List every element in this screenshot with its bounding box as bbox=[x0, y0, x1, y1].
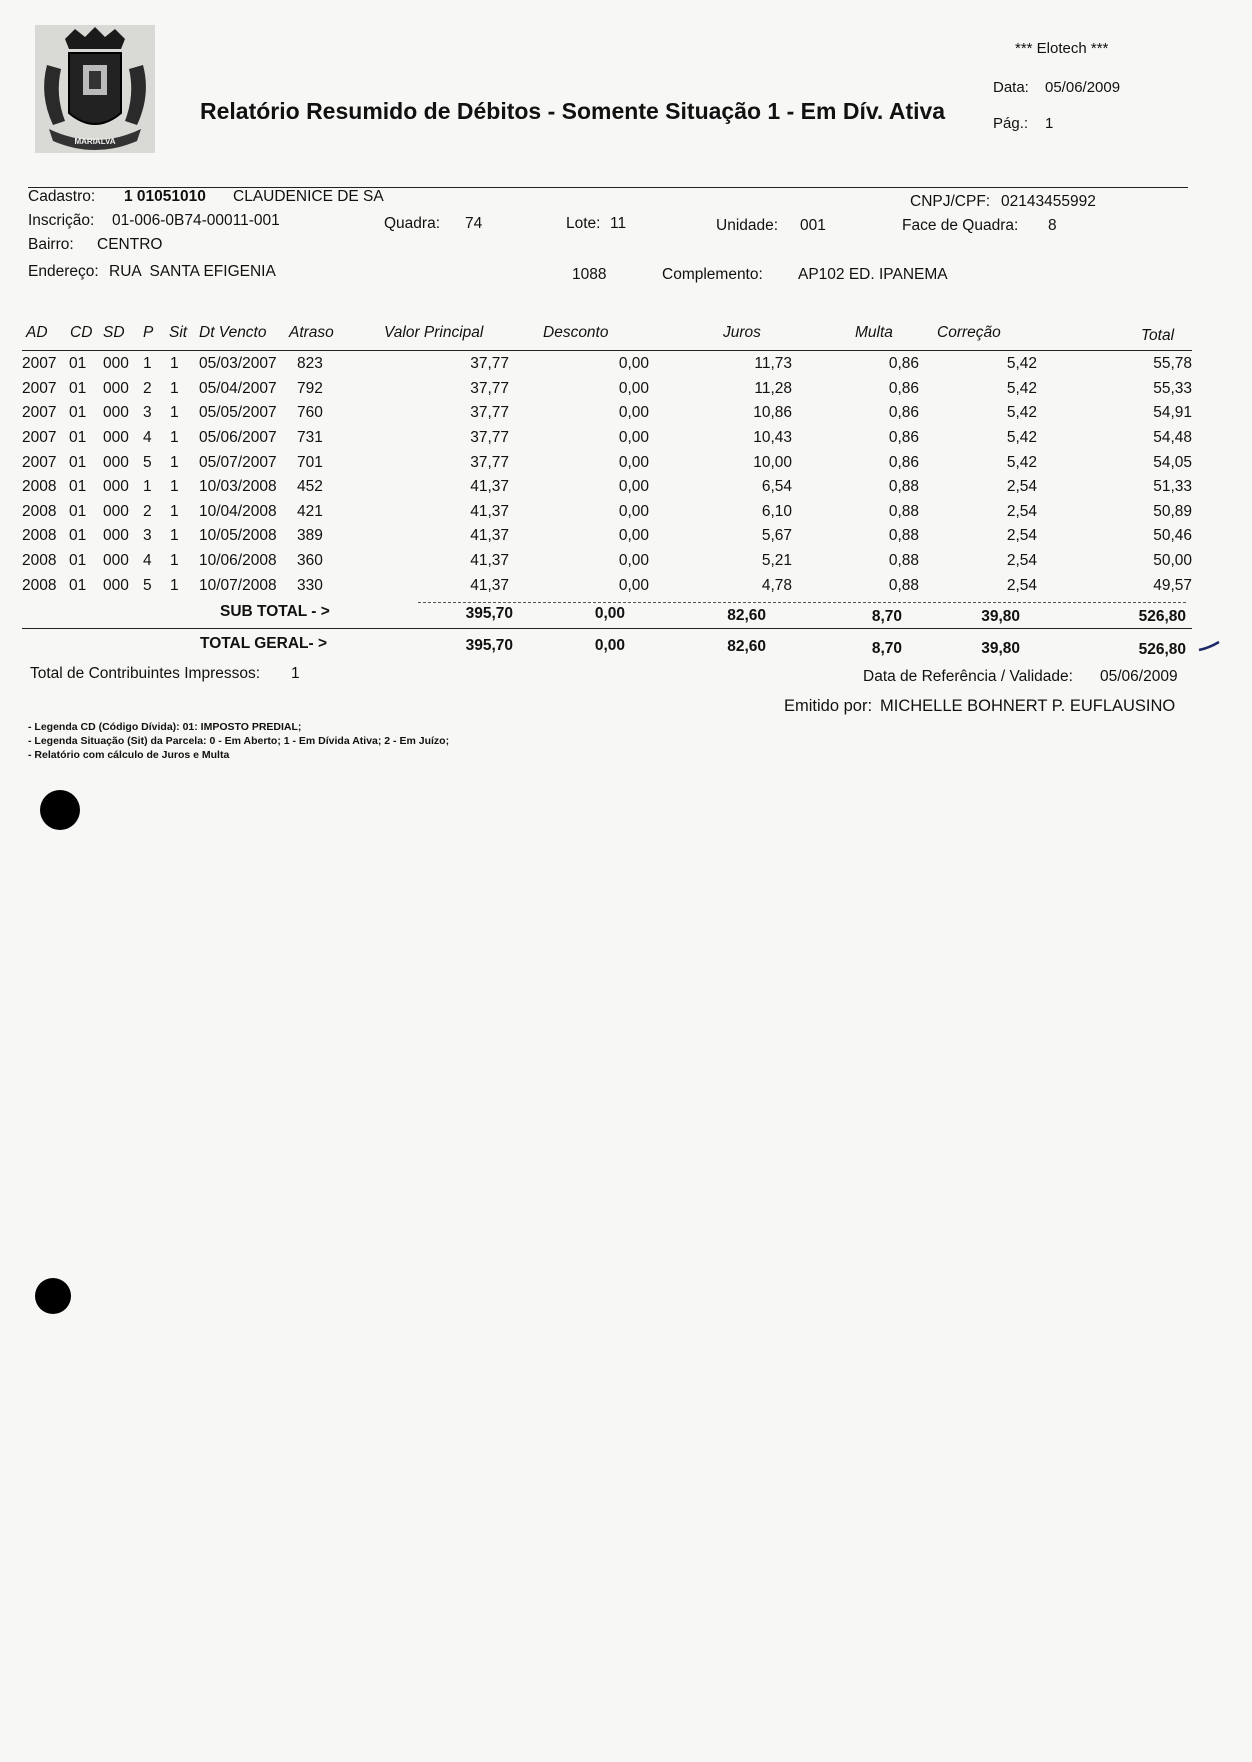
table-cell-p: 2 bbox=[143, 502, 152, 520]
table-cell-p: 5 bbox=[143, 453, 152, 471]
table-cell-p: 4 bbox=[143, 552, 152, 570]
endereco-value: RUA SANTA EFIGENIA bbox=[109, 263, 276, 280]
emitted-by-label: Emitido por: bbox=[784, 697, 873, 715]
unidade-value: 001 bbox=[800, 217, 826, 234]
unidade-label: Unidade: bbox=[716, 217, 779, 234]
table-cell-desconto: 0,00 bbox=[618, 527, 649, 545]
table-cell-valor-principal: 37,77 bbox=[470, 379, 509, 397]
table-cell-valor-principal: 37,77 bbox=[470, 404, 509, 422]
table-cell-dt-vencto: 05/04/2007 bbox=[199, 379, 277, 397]
table-cell-ad: 2007 bbox=[22, 379, 57, 397]
table-cell-total: 55,33 bbox=[1153, 379, 1192, 397]
total-rule bbox=[22, 628, 1192, 629]
table-cell-p: 4 bbox=[143, 429, 152, 447]
report-title: Relatório Resumido de Débitos - Somente Situação 1 - Em Dív. Ativa bbox=[200, 98, 946, 124]
debts-table bbox=[22, 352, 1192, 598]
table-cell-valor-principal: 41,37 bbox=[470, 478, 509, 496]
col-header-sd: SD bbox=[103, 324, 125, 341]
table-cell-valor-principal: 41,37 bbox=[470, 552, 509, 570]
table-cell-juros: 11,73 bbox=[754, 355, 792, 373]
table-cell-ad: 2007 bbox=[22, 429, 57, 447]
page-number: 1 bbox=[1045, 115, 1054, 132]
table-cell-multa: 0,88 bbox=[888, 502, 919, 520]
table-cell-corre-o: 2,54 bbox=[1006, 502, 1037, 520]
table-cell-ad: 2007 bbox=[22, 355, 57, 373]
table-cell-cd: 01 bbox=[69, 478, 87, 496]
table-cell-dt-vencto: 05/06/2007 bbox=[199, 429, 277, 447]
table-cell-sit: 1 bbox=[170, 453, 179, 471]
table-cell-desconto: 0,00 bbox=[618, 379, 649, 397]
table-cell-sit: 1 bbox=[170, 552, 179, 570]
face-quadra-value: 8 bbox=[1048, 217, 1057, 234]
table-cell-corre-o: 2,54 bbox=[1006, 552, 1037, 570]
table-cell-multa: 0,88 bbox=[888, 527, 919, 545]
subtotal-juros: 82,60 bbox=[727, 607, 766, 624]
subtotal-label: SUB TOTAL - > bbox=[220, 603, 330, 620]
table-cell-sit: 1 bbox=[170, 355, 179, 373]
legend-line-situacao: - Legenda Situação (Sit) da Parcela: 0 - Em Aberto; 1 - Em Dívida Ativa; 2 - Em Juízo; bbox=[28, 735, 450, 747]
table-cell-total: 50,46 bbox=[1153, 527, 1192, 545]
system-name: *** Elotech *** bbox=[1015, 40, 1109, 57]
table-cell-valor-principal: 37,77 bbox=[470, 453, 509, 471]
table-row bbox=[22, 573, 1192, 598]
table-cell-sit: 1 bbox=[170, 527, 179, 545]
cnpj-label: CNPJ/CPF: bbox=[910, 193, 991, 210]
table-cell-atraso: 330 bbox=[297, 576, 323, 594]
table-cell-sit: 1 bbox=[170, 429, 179, 447]
table-cell-sd: 000 bbox=[103, 527, 129, 545]
table-cell-multa: 0,86 bbox=[888, 453, 919, 471]
subtotal-total: 526,80 bbox=[1138, 608, 1186, 625]
table-cell-sd: 000 bbox=[103, 576, 129, 594]
table-cell-corre-o: 2,54 bbox=[1006, 478, 1037, 496]
table-row bbox=[22, 549, 1192, 574]
table-cell-ad: 2007 bbox=[22, 404, 57, 422]
table-cell-ad: 2008 bbox=[22, 478, 57, 496]
table-cell-desconto: 0,00 bbox=[618, 404, 649, 422]
subtotal-principal: 395,70 bbox=[465, 605, 513, 622]
table-cell-atraso: 792 bbox=[297, 379, 323, 397]
complemento-value: AP102 ED. IPANEMA bbox=[798, 266, 948, 283]
table-cell-total: 51,33 bbox=[1153, 478, 1192, 496]
table-cell-cd: 01 bbox=[69, 576, 87, 594]
table-cell-p: 1 bbox=[143, 478, 152, 496]
table-cell-cd: 01 bbox=[69, 404, 87, 422]
punch-hole-upper bbox=[40, 790, 80, 830]
col-header-cd: CD bbox=[70, 324, 93, 341]
table-cell-total: 50,00 bbox=[1153, 552, 1192, 570]
table-cell-atraso: 452 bbox=[297, 478, 323, 496]
table-cell-total: 54,05 bbox=[1153, 453, 1192, 471]
municipal-crest-logo bbox=[35, 25, 155, 153]
table-cell-dt-vencto: 10/04/2008 bbox=[199, 502, 277, 520]
col-header-p: P bbox=[143, 324, 154, 341]
table-cell-ad: 2008 bbox=[22, 576, 57, 594]
table-cell-sit: 1 bbox=[170, 576, 179, 594]
table-cell-corre-o: 5,42 bbox=[1006, 404, 1037, 422]
table-cell-total: 54,91 bbox=[1153, 404, 1192, 422]
table-cell-juros: 6,54 bbox=[761, 478, 792, 496]
table-cell-dt-vencto: 10/07/2008 bbox=[199, 576, 277, 594]
table-cell-atraso: 701 bbox=[297, 453, 323, 471]
table-cell-sd: 000 bbox=[103, 355, 129, 373]
table-cell-dt-vencto: 05/07/2007 bbox=[199, 453, 277, 471]
table-row bbox=[22, 377, 1192, 402]
table-cell-dt-vencto: 05/05/2007 bbox=[199, 404, 277, 422]
taxpayer-name: CLAUDENICE DE SA bbox=[233, 188, 384, 205]
table-cell-sd: 000 bbox=[103, 404, 129, 422]
table-cell-juros: 10,86 bbox=[753, 404, 792, 422]
table-cell-ad: 2008 bbox=[22, 527, 57, 545]
table-cell-dt-vencto: 10/03/2008 bbox=[199, 478, 277, 496]
reference-date-value: 05/06/2009 bbox=[1100, 668, 1178, 685]
table-row bbox=[22, 450, 1192, 475]
inscricao-label: Inscrição: bbox=[28, 212, 95, 229]
table-cell-total: 54,48 bbox=[1153, 429, 1192, 447]
table-cell-atraso: 389 bbox=[297, 527, 323, 545]
col-header-atraso: Atraso bbox=[289, 324, 334, 341]
table-cell-sd: 000 bbox=[103, 429, 129, 447]
grand-total-desconto: 0,00 bbox=[594, 637, 625, 654]
table-cell-dt-vencto: 05/03/2007 bbox=[199, 355, 277, 373]
table-cell-juros: 5,21 bbox=[761, 552, 792, 570]
table-cell-corre-o: 2,54 bbox=[1006, 527, 1037, 545]
table-cell-valor-principal: 37,77 bbox=[470, 429, 509, 447]
table-cell-sit: 1 bbox=[170, 478, 179, 496]
table-cell-sd: 000 bbox=[103, 379, 129, 397]
table-row bbox=[22, 500, 1192, 525]
table-cell-desconto: 0,00 bbox=[618, 502, 649, 520]
inscricao-value: 01-006-0B74-00011-001 bbox=[112, 212, 280, 229]
grand-total-juros: 82,60 bbox=[727, 638, 766, 655]
table-cell-sit: 1 bbox=[170, 404, 179, 422]
grand-total-principal: 395,70 bbox=[465, 637, 513, 654]
table-cell-sit: 1 bbox=[170, 502, 179, 520]
quadra-label: Quadra: bbox=[384, 215, 441, 232]
table-cell-atraso: 823 bbox=[297, 355, 323, 373]
subtotal-multa: 8,70 bbox=[871, 608, 902, 625]
col-header-ad: AD bbox=[26, 324, 48, 341]
table-cell-total: 49,57 bbox=[1153, 576, 1192, 594]
cnpj-value: 02143455992 bbox=[1001, 193, 1096, 210]
table-cell-corre-o: 5,42 bbox=[1006, 379, 1037, 397]
lote-value: 11 bbox=[610, 215, 627, 232]
table-cell-cd: 01 bbox=[69, 453, 87, 471]
date-label: Data: bbox=[993, 79, 1029, 96]
address-number: 1088 bbox=[572, 266, 607, 283]
table-cell-cd: 01 bbox=[69, 527, 87, 545]
table-cell-ad: 2008 bbox=[22, 502, 57, 520]
table-cell-corre-o: 5,42 bbox=[1006, 355, 1037, 373]
table-cell-valor-principal: 41,37 bbox=[470, 502, 509, 520]
table-cell-sd: 000 bbox=[103, 552, 129, 570]
page-label: Pág.: bbox=[993, 115, 1029, 132]
lote-label: Lote: bbox=[566, 215, 601, 232]
table-cell-dt-vencto: 10/06/2008 bbox=[199, 552, 277, 570]
table-cell-cd: 01 bbox=[69, 429, 87, 447]
table-cell-juros: 10,43 bbox=[753, 429, 792, 447]
table-cell-juros: 11,28 bbox=[754, 379, 792, 397]
emitted-by-value: MICHELLE BOHNERT P. EUFLAUSINO bbox=[880, 697, 1176, 715]
table-cell-multa: 0,86 bbox=[888, 355, 919, 373]
table-cell-p: 2 bbox=[143, 379, 152, 397]
table-cell-corre-o: 2,54 bbox=[1006, 576, 1037, 594]
table-cell-multa: 0,88 bbox=[888, 576, 919, 594]
table-cell-p: 3 bbox=[143, 527, 152, 545]
table-cell-atraso: 360 bbox=[297, 552, 323, 570]
table-row bbox=[22, 524, 1192, 549]
col-header-multa: Multa bbox=[855, 324, 893, 341]
subtotal-desconto: 0,00 bbox=[594, 605, 625, 622]
table-cell-juros: 5,67 bbox=[761, 527, 792, 545]
table-cell-cd: 01 bbox=[69, 502, 87, 520]
col-header-juros: Juros bbox=[723, 324, 761, 341]
col-header-desconto: Desconto bbox=[543, 324, 609, 341]
complemento-label: Complemento: bbox=[662, 266, 763, 283]
punch-hole-lower bbox=[35, 1278, 71, 1314]
col-header-correcao: Correção bbox=[937, 324, 1001, 341]
table-row bbox=[22, 352, 1192, 377]
contributors-count: 1 bbox=[291, 665, 300, 682]
table-cell-valor-principal: 37,77 bbox=[470, 355, 509, 373]
bairro-value: CENTRO bbox=[97, 236, 163, 253]
table-cell-multa: 0,88 bbox=[888, 552, 919, 570]
cadastro-value: 1 01051010 bbox=[124, 188, 206, 205]
table-cell-cd: 01 bbox=[69, 552, 87, 570]
table-cell-juros: 4,78 bbox=[761, 576, 792, 594]
table-cell-sit: 1 bbox=[170, 379, 179, 397]
table-cell-sd: 000 bbox=[103, 478, 129, 496]
col-header-sit: Sit bbox=[169, 324, 188, 341]
report-date: 05/06/2009 bbox=[1045, 79, 1121, 96]
table-cell-desconto: 0,00 bbox=[618, 355, 649, 373]
table-cell-desconto: 0,00 bbox=[618, 429, 649, 447]
table-row bbox=[22, 401, 1192, 426]
table-header-rule bbox=[22, 350, 1192, 351]
table-cell-multa: 0,88 bbox=[888, 478, 919, 496]
crest-banner-text: MARIALVA bbox=[74, 137, 116, 146]
table-cell-juros: 10,00 bbox=[753, 453, 792, 471]
table-cell-desconto: 0,00 bbox=[618, 552, 649, 570]
table-cell-p: 1 bbox=[143, 355, 152, 373]
legend-line-calculo: - Relatório com cálculo de Juros e Multa bbox=[28, 749, 230, 761]
legend-line-cd: - Legenda CD (Código Dívida): 01: IMPOSTO PREDIAL; bbox=[28, 721, 302, 733]
table-cell-multa: 0,86 bbox=[888, 404, 919, 422]
table-cell-valor-principal: 41,37 bbox=[470, 527, 509, 545]
grand-total-total: 526,80 bbox=[1138, 641, 1186, 658]
subtotal-dashed-rule bbox=[418, 602, 1186, 603]
col-header-dt-vencto: Dt Vencto bbox=[199, 324, 267, 341]
grand-total-label: TOTAL GERAL- > bbox=[200, 635, 328, 652]
cadastro-label: Cadastro: bbox=[28, 188, 96, 205]
table-cell-p: 3 bbox=[143, 404, 152, 422]
table-row bbox=[22, 426, 1192, 451]
table-row bbox=[22, 475, 1192, 500]
quadra-value: 74 bbox=[465, 215, 483, 232]
table-cell-cd: 01 bbox=[69, 379, 87, 397]
reference-date-label: Data de Referência / Validade: bbox=[863, 668, 1073, 685]
col-header-valor-principal: Valor Principal bbox=[384, 324, 484, 341]
table-cell-desconto: 0,00 bbox=[618, 576, 649, 594]
table-cell-atraso: 731 bbox=[297, 429, 323, 447]
contributors-label: Total de Contribuintes Impressos: bbox=[30, 665, 261, 682]
table-cell-ad: 2007 bbox=[22, 453, 57, 471]
table-cell-ad: 2008 bbox=[22, 552, 57, 570]
table-cell-valor-principal: 41,37 bbox=[470, 576, 509, 594]
table-cell-corre-o: 5,42 bbox=[1006, 429, 1037, 447]
table-cell-p: 5 bbox=[143, 576, 152, 594]
table-cell-dt-vencto: 10/05/2008 bbox=[199, 527, 277, 545]
pen-mark bbox=[1198, 640, 1220, 652]
table-cell-total: 55,78 bbox=[1153, 355, 1192, 373]
table-cell-total: 50,89 bbox=[1153, 502, 1192, 520]
subtotal-correcao: 39,80 bbox=[981, 608, 1020, 625]
table-cell-atraso: 760 bbox=[297, 404, 323, 422]
table-cell-corre-o: 5,42 bbox=[1006, 453, 1037, 471]
bairro-label: Bairro: bbox=[28, 236, 74, 253]
table-cell-juros: 6,10 bbox=[761, 502, 792, 520]
grand-total-multa: 8,70 bbox=[871, 640, 902, 657]
table-cell-atraso: 421 bbox=[297, 502, 323, 520]
table-cell-sd: 000 bbox=[103, 453, 129, 471]
table-cell-desconto: 0,00 bbox=[618, 453, 649, 471]
table-cell-multa: 0,86 bbox=[888, 429, 919, 447]
table-cell-desconto: 0,00 bbox=[618, 478, 649, 496]
endereco-label: Endereço: bbox=[28, 263, 99, 280]
col-header-total: Total bbox=[1141, 327, 1175, 344]
table-cell-multa: 0,86 bbox=[888, 379, 919, 397]
table-cell-sd: 000 bbox=[103, 502, 129, 520]
face-quadra-label: Face de Quadra: bbox=[902, 217, 1019, 234]
grand-total-correcao: 39,80 bbox=[981, 640, 1020, 657]
table-cell-cd: 01 bbox=[69, 355, 87, 373]
